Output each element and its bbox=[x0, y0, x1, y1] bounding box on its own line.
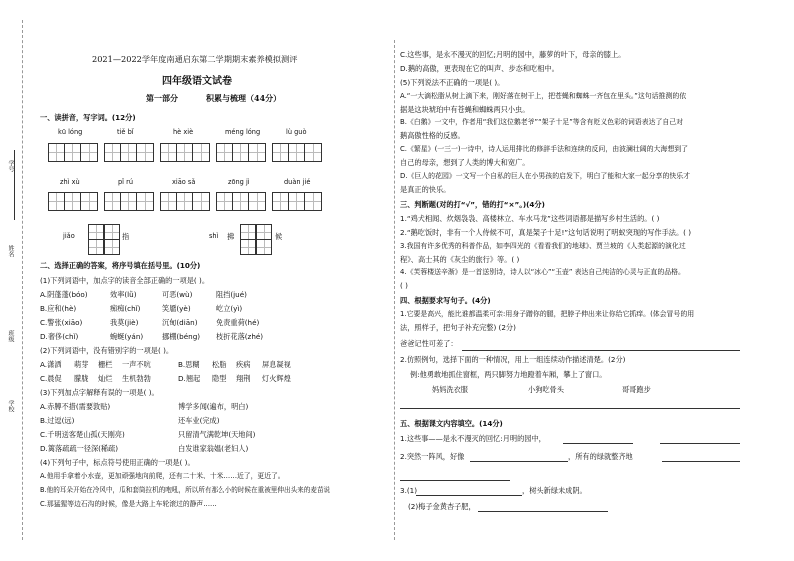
option: 朦胧 bbox=[74, 374, 89, 383]
answer-line[interactable] bbox=[660, 443, 740, 444]
pinyin: zōng jì bbox=[228, 178, 250, 186]
option: 一声不吭 bbox=[122, 360, 151, 369]
question: 程》、高士其的《灰尘的旅行》等。( ) bbox=[400, 255, 520, 264]
pinyin: tiě bǐ bbox=[117, 128, 134, 136]
question: (3)下列加点字解释有误的一项是( )。 bbox=[40, 388, 159, 397]
writing-grid[interactable] bbox=[48, 192, 98, 211]
option: B.《白鹅》一文中，作者用“我们这位鹅老爷”“架子十足”等含有贬义色彩的词语表达了自己对 bbox=[400, 118, 684, 126]
option: B.思糊 bbox=[178, 360, 200, 369]
option: 免责重荷(hé) bbox=[216, 318, 260, 327]
column-divider bbox=[394, 40, 395, 540]
writing-grid[interactable] bbox=[104, 192, 154, 211]
question: (5)下列说法不正确的一项是( )。 bbox=[400, 78, 505, 87]
question: 2.仿照例句，选择下面的一种情况，用上一组连续动作描述清楚。(2分) bbox=[400, 355, 626, 364]
option: 萌芽 bbox=[74, 360, 89, 369]
question: 2.突然一阵风，好像 bbox=[400, 452, 465, 461]
char-box[interactable] bbox=[88, 224, 104, 240]
option: 沉甸(diān) bbox=[162, 318, 198, 327]
hint-char: 拂 bbox=[227, 232, 235, 241]
pinyin: kū lóng bbox=[58, 128, 83, 136]
option: D.奢侈(chǐ) bbox=[40, 332, 79, 341]
section-3-title: 三、判断题(对的打“√”，错的打“×”。)(4分) bbox=[400, 200, 545, 209]
binding-line bbox=[22, 20, 23, 540]
char-box[interactable] bbox=[104, 239, 120, 255]
option: B.过逗(远) bbox=[40, 416, 75, 425]
example: 例:他勇敢地抓住窗框，两只脚努力地蹬着车厢，攀上了窗口。 bbox=[410, 370, 607, 379]
option: D.篱落疏疏一径深(稀疏) bbox=[40, 444, 119, 453]
option: 白发谁家翁媪(老妇人) bbox=[178, 444, 249, 453]
option: 效率(lǜ) bbox=[110, 290, 137, 299]
question: 3.我国有许多优秀的科普作品，如李四光的《看看我们的地球》、贾兰坡的《人类起源的演化过 bbox=[400, 242, 686, 250]
option: 枝折花落(zhé) bbox=[216, 332, 264, 341]
writing-grid[interactable] bbox=[48, 143, 98, 162]
option: 生机勃勃 bbox=[122, 374, 151, 383]
exam-subtitle: 四年级语文试卷 bbox=[162, 76, 232, 87]
option: 松脂 bbox=[212, 360, 227, 369]
option: 疾病 bbox=[236, 360, 251, 369]
option: C.这些事，是永不漫灭的回忆;月明的园中，藤萝的叶下，母亲的膝上。 bbox=[400, 50, 626, 59]
option: D.《巨人的花园》一文写一个自私的巨人在小男孩的启发下，明白了能和大家一起分享的快乐才 bbox=[400, 172, 691, 180]
pinyin: duàn jié bbox=[284, 178, 311, 186]
option: C.那猛猩等边石沟的时候，像是大路上车轮滚过的静声…… bbox=[40, 500, 217, 508]
option: A.他用手拿着小水壶，更加顽强地向前爬，还有二十米、十米……近了，更近了。 bbox=[40, 472, 285, 480]
option: 栅栏 bbox=[98, 360, 113, 369]
question: (2)梅子金黄杏子肥， bbox=[408, 502, 476, 511]
answer-line[interactable] bbox=[478, 511, 608, 512]
writing-grid[interactable] bbox=[216, 143, 266, 162]
option: 自己的母亲，想到了人类的博大和宽广。 bbox=[400, 158, 530, 167]
writing-grid[interactable] bbox=[216, 192, 266, 211]
hint-char: 指 bbox=[122, 232, 130, 241]
option: C.晨促 bbox=[40, 374, 62, 383]
char-box[interactable] bbox=[256, 239, 272, 255]
char-box[interactable] bbox=[104, 224, 120, 240]
answer-line[interactable] bbox=[462, 350, 740, 351]
option: D.翘起 bbox=[178, 374, 201, 383]
option: 痴痴(chǐ) bbox=[110, 304, 141, 313]
answer-line[interactable] bbox=[400, 408, 740, 409]
option: 灿烂 bbox=[98, 374, 113, 383]
writing-grid[interactable] bbox=[272, 192, 322, 211]
answer-line[interactable] bbox=[400, 480, 510, 481]
option: 蜿蜒(yán) bbox=[110, 332, 144, 341]
option: 鹅高傲性格的反感。 bbox=[400, 131, 465, 140]
question: 1.它要是高兴，能比谁都温柔可亲:用身子蹭你的腿，把脖子伸出来让你给它抓痒。(体会冒号的用 bbox=[400, 310, 695, 318]
answer-line[interactable] bbox=[470, 461, 568, 462]
option: A.阴蓬蓬(bóo) bbox=[40, 290, 88, 299]
section-1-title: 一、读拼音，写字词。(12分) bbox=[40, 113, 136, 122]
writing-grid[interactable] bbox=[160, 143, 210, 162]
option: 只留清气满乾坤(天地间) bbox=[178, 430, 256, 439]
char-box[interactable] bbox=[88, 239, 104, 255]
question: 3.(1) bbox=[400, 486, 418, 495]
option[interactable]: 小狗吃骨头 bbox=[528, 385, 564, 394]
option: A.“一大滴松脂从树上滴下来，刚好落在树干上，把苍蝇和蜘蛛一齐包在里头。”这句话推测的依 bbox=[400, 92, 687, 100]
option: B.他的耳朵开始在冷风中，瓜和套筒拉机的咆吼，所以所有那么小的时候在重被里伸出头来的麦苗说 bbox=[40, 486, 331, 494]
option: 阻挡(jué) bbox=[216, 290, 247, 299]
section-2-title: 二、选择正确的答案，将序号填在括号里。(10分) bbox=[40, 261, 201, 270]
option: C.警张(xiāo) bbox=[40, 318, 83, 327]
option: A.赤膊不措(需要敦贴) bbox=[40, 402, 111, 411]
option: 笑靥(yè) bbox=[162, 304, 191, 313]
binding-label-school: 学校 bbox=[7, 400, 14, 412]
writing-grid[interactable] bbox=[272, 143, 322, 162]
question: ( ) bbox=[400, 281, 408, 290]
char-box[interactable] bbox=[240, 239, 256, 255]
option: 博学多闻(遍布，明白) bbox=[178, 402, 249, 411]
char-box[interactable] bbox=[256, 224, 272, 240]
option: 屏息凝视 bbox=[262, 360, 291, 369]
pinyin: hè xiè bbox=[173, 128, 194, 136]
pinyin: lù guò bbox=[286, 128, 307, 136]
part-name: 积累与梳理（44分） bbox=[206, 93, 282, 103]
exam-title: 2021—2022学年度南通启东第二学期期末素养模拟测评 bbox=[92, 54, 298, 64]
option: 隐型 bbox=[212, 374, 227, 383]
answer-line[interactable] bbox=[662, 461, 740, 462]
option: C.《繁星》(一三一)一诗中，诗人运用排比的修辞手法和连续的反问，由波澜壮阔的大海想到了 bbox=[400, 145, 688, 153]
question: 1.这些事——是永不漫灭的回忆:月明的园中， bbox=[400, 434, 546, 443]
writing-grid[interactable] bbox=[104, 143, 154, 162]
pinyin: jiǎo bbox=[63, 232, 75, 240]
char-box[interactable] bbox=[240, 224, 256, 240]
pinyin: zhì xù bbox=[60, 178, 80, 186]
question: 法，照样子，把句子补充完整) (2分) bbox=[400, 323, 516, 332]
part-label: 第一部分 bbox=[146, 93, 178, 103]
option: 据是这块琥珀中有苍蝇和蜘蛛两只小虫。 bbox=[400, 105, 530, 114]
option[interactable]: 哥哥跑步 bbox=[622, 385, 651, 394]
binding-label-name: 姓名 bbox=[7, 245, 14, 257]
option: 翔荆 bbox=[236, 374, 251, 383]
hint-char: 候 bbox=[275, 232, 283, 241]
question: (1)下列词语中，加点字的读音全部正确的一项是( )。 bbox=[40, 276, 210, 285]
pinyin: pǐ rú bbox=[118, 178, 134, 186]
question: 爸爸记性可差了： bbox=[400, 339, 458, 348]
section-4-title: 四、根据要求写句子。(4分) bbox=[400, 296, 491, 305]
option: 是真正的快乐。 bbox=[400, 185, 451, 194]
option: 我莫(jiè) bbox=[110, 318, 139, 327]
binding-label-id: 学号 bbox=[7, 160, 14, 172]
answer-line[interactable] bbox=[416, 495, 522, 496]
option: B.应和(hè) bbox=[40, 304, 77, 313]
option: 灯火辉煌 bbox=[262, 374, 291, 383]
option: 还车业(完成) bbox=[178, 416, 220, 425]
question: 4.《芙蓉楼送辛渐》是一首送别诗，诗人以“冰心”“玉壶” 表达自己纯洁的心灵与正直的品格。 bbox=[400, 268, 685, 276]
option: 屹立(yì) bbox=[216, 304, 243, 313]
option: 可恶(wù) bbox=[162, 290, 193, 299]
binding-label-class: 班级 bbox=[7, 330, 14, 342]
option: 挪棚(béng) bbox=[162, 332, 201, 341]
option[interactable]: 妈妈洗衣服 bbox=[432, 385, 468, 394]
pinyin: méng lóng bbox=[225, 128, 261, 136]
option: D.鹅的高傲，更表现在它的叫声、步态和吃相中。 bbox=[400, 64, 559, 73]
question: (2)下列词语中，没有错别字的一项是( )。 bbox=[40, 346, 174, 355]
question: 1.“鸡犬相闻、炊烟袅袅、高楼林立、车水马龙”这些词语都是描写乡村生活的。( ) bbox=[400, 214, 660, 223]
question: (4)下列句子中，标点符号使用正确的一项是( )。 bbox=[40, 458, 195, 467]
option: A.潇洒 bbox=[40, 360, 62, 369]
question: ，树头新绿未成阴。 bbox=[522, 486, 587, 495]
section-5-title: 五、根据课文内容填空。(14分) bbox=[400, 419, 503, 428]
option: C.千明送客楚山孤(天刚亮) bbox=[40, 430, 125, 439]
question: ，所有的绿就整齐地 bbox=[568, 452, 633, 461]
answer-line[interactable] bbox=[563, 443, 633, 444]
pinyin: xiāo sǎ bbox=[172, 178, 196, 186]
pinyin: shì bbox=[209, 232, 219, 240]
question: 2.“鹅吃饭时，非有一个人侍候不可，真是架子十足!”这句话说明了明蚁突现的写作手法。( ) bbox=[400, 228, 692, 237]
writing-grid[interactable] bbox=[160, 192, 210, 211]
